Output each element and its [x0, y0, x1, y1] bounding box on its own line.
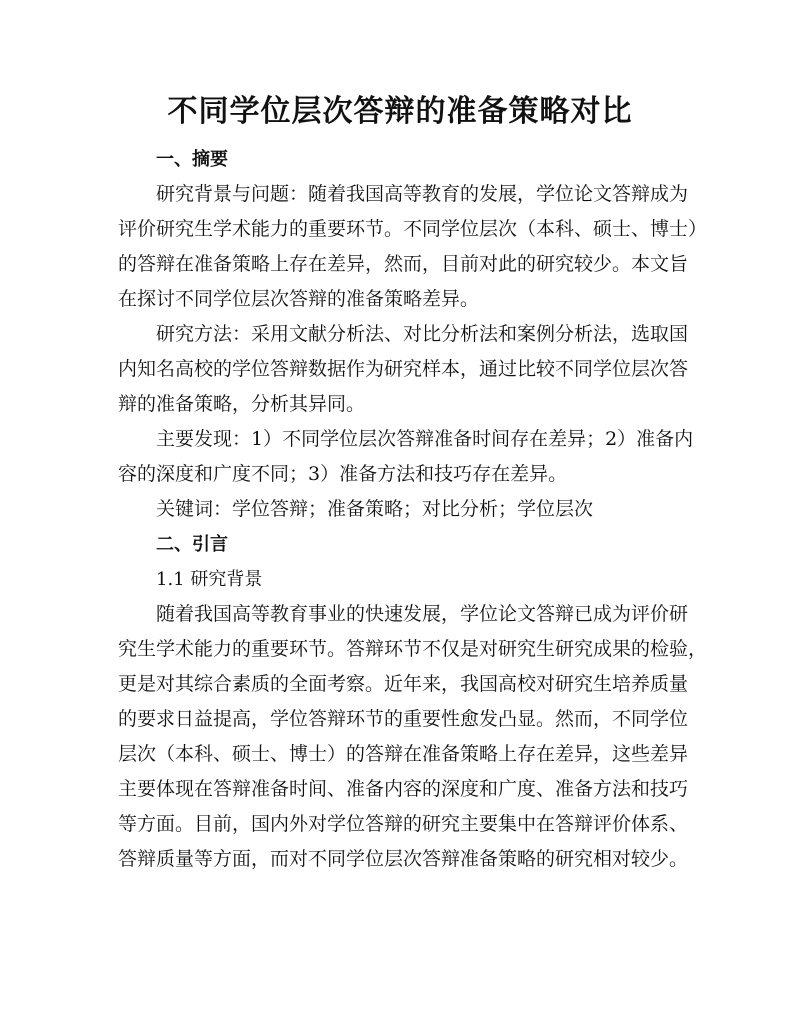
background-heading: 1.1 研究背景 [156, 569, 263, 590]
document-body [118, 142, 708, 877]
abstract-line-2: 评价研究生学术能力的重要环节。不同学位层次（本科、硕士、博士） [118, 218, 708, 240]
background-line-8: 答辩质量等方面，而对不同学位层次答辩准备策略的研究相对较少。 [118, 848, 689, 870]
background-line-7: 等方面。目前，国内外对学位答辩的研究主要集中在答辩评价体系、 [118, 813, 689, 835]
background-line-4: 的要求日益提高，学位答辩环节的重要性愈发凸显。然而，不同学位 [118, 708, 689, 730]
page-title: 不同学位层次答辩的准备策略对比 [167, 94, 633, 129]
abstract-line-1: 研究背景与问题：随着我国高等教育的发展，学位论文答辩成为 [156, 183, 689, 205]
background-line-5: 层次（本科、硕士、博士）的答辩在准备策略上存在差异，这些差异 [118, 743, 689, 765]
method-line-2: 内知名高校的学位答辩数据作为研究样本，通过比较不同学位层次答 [118, 358, 689, 380]
findings-line-1: 主要发现：1）不同学位层次答辩准备时间存在差异；2）准备内 [156, 428, 694, 450]
abstract-line-4: 在探讨不同学位层次答辩的准备策略差异。 [118, 288, 480, 310]
keywords-line: 关键词：学位答辩；准备策略；对比分析；学位层次 [156, 498, 594, 520]
background-line-3: 更是对其综合素质的全面考察。近年来，我国高校对研究生培养质量 [118, 673, 689, 695]
abstract-heading: 一、摘要 [156, 149, 228, 170]
intro-heading: 二、引言 [156, 534, 228, 555]
method-line-1: 研究方法：采用文献分析法、对比分析法和案例分析法，选取国 [156, 323, 689, 345]
method-line-3: 辩的准备策略，分析其异同。 [118, 393, 366, 415]
background-line-1: 随着我国高等教育事业的快速发展，学位论文答辩已成为评价研 [156, 603, 689, 625]
abstract-line-3: 的答辩在准备策略上存在差异，然而，目前对此的研究较少。本文旨 [118, 253, 689, 275]
background-line-6: 主要体现在答辩准备时间、准备内容的深度和广度、准备方法和技巧 [118, 778, 689, 800]
findings-line-2: 容的深度和广度不同；3）准备方法和技巧存在差异。 [118, 463, 568, 485]
background-line-2: 究生学术能力的重要环节。答辩环节不仅是对研究生研究成果的检验， [118, 638, 708, 660]
